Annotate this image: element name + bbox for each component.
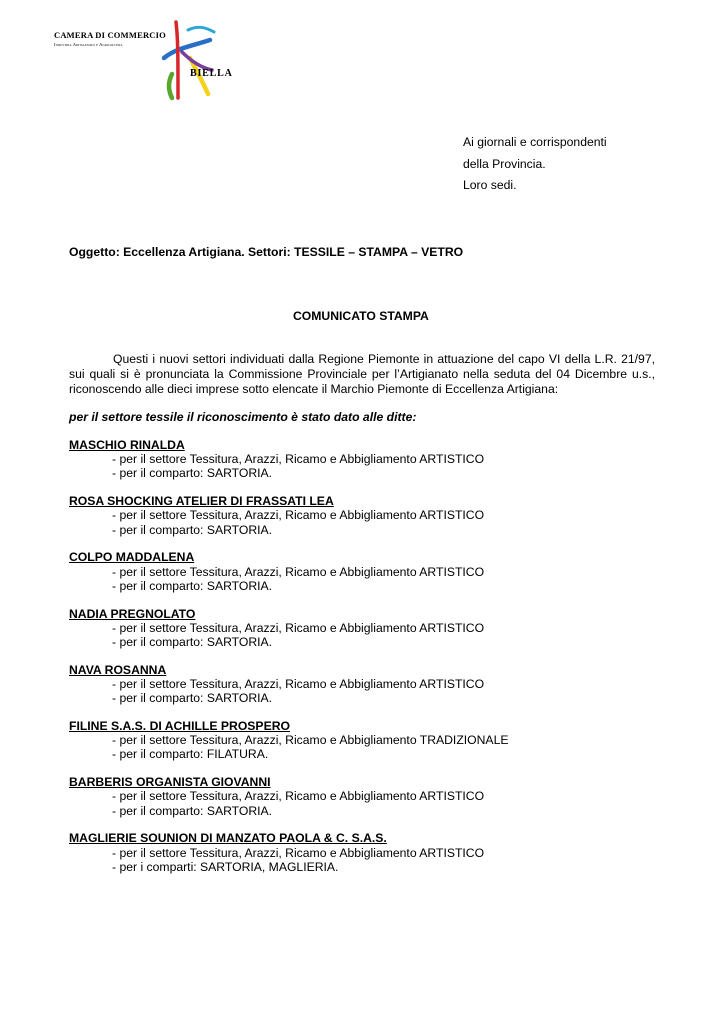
addressee-line: della Provincia.	[463, 156, 546, 171]
firm-entry	[69, 775, 669, 818]
firm-name: COLPO MADDALENA	[69, 550, 195, 565]
press-release-title: COMUNICATO STAMPA	[293, 309, 429, 323]
firm-comparto: - per il comparto: SARTORIA.	[112, 635, 273, 650]
addressee-block	[463, 132, 607, 197]
addressee-line: Ai giornali e corrispondenti	[463, 135, 607, 149]
firm-entry	[69, 550, 669, 593]
firm-name: MAGLIERIE SOUNION DI MANZATO PAOLA & C. S.A.S.	[69, 831, 387, 846]
firm-entry	[69, 438, 669, 481]
firm-entry	[69, 663, 669, 706]
firm-sector: - per il settore Tessitura, Arazzi, Ricamo e Abbigliamento ARTISTICO	[112, 620, 485, 635]
firm-name: NADIA PREGNOLATO	[69, 606, 196, 621]
addressee-line: Loro sedi.	[463, 178, 517, 192]
firm-entry	[69, 831, 669, 874]
firm-name: FILINE S.A.S. DI ACHILLE PROSPERO	[69, 719, 290, 734]
firm-comparto: - per il comparto: SARTORIA.	[112, 803, 273, 818]
firm-comparto: - per i comparti: SARTORIA, MAGLIERIA.	[112, 859, 339, 874]
firm-sector: - per il settore Tessitura, Arazzi, Ricamo e Abbigliamento ARTISTICO	[112, 845, 485, 860]
firm-entry	[69, 719, 669, 762]
firm-name: MASCHIO RINALDA	[69, 438, 185, 452]
firm-comparto: - per il comparto: SARTORIA.	[112, 691, 273, 706]
letterhead-text	[54, 30, 166, 47]
intro-text: Questi i nuovi settori individuati dalla Regione Piemonte in attuazione del capo VI della L.R. 21/97, sui quali si è pronunciata la Commissione Provinciale per l’Artigianato nella seduta del 04 Dicembre u.s., riconoscendo alle dieci imprese sotto elencate il Marchio Piemonte di Eccellenza Artigiana:	[69, 352, 655, 396]
firm-name: NAVA ROSANNA	[69, 662, 167, 677]
subject-line: Oggetto: Eccellenza Artigiana. Settori: TESSILE – STAMPA – VETRO	[69, 245, 464, 259]
firm-sector: - per il settore Tessitura, Arazzi, Ricamo e Abbigliamento ARTISTICO	[112, 789, 485, 804]
firm-comparto: - per il comparto: SARTORIA.	[112, 522, 273, 537]
chamber-logo-icon	[158, 18, 218, 102]
sector-heading: per il settore tessile il riconoscimento è stato dato alle ditte:	[69, 410, 417, 424]
firm-sector: - per il settore Tessitura, Arazzi, Ricamo e Abbigliamento ARTISTICO	[112, 564, 485, 579]
firm-comparto: - per il comparto: SARTORIA.	[112, 466, 273, 481]
letterhead-city: BIELLA	[190, 68, 233, 79]
letterhead-line1: CAMERA DI COMMERCIO	[54, 30, 166, 40]
firm-comparto: - per il comparto: SARTORIA.	[112, 578, 273, 593]
intro-paragraph	[69, 352, 655, 397]
firm-sector: - per il settore Tessitura, Arazzi, Ricamo e Abbigliamento TRADIZIONALE	[112, 733, 509, 748]
firm-sector: - per il settore Tessitura, Arazzi, Ricamo e Abbigliamento ARTISTICO	[112, 508, 485, 523]
firm-entry	[69, 607, 669, 650]
firm-comparto: - per il comparto: FILATURA.	[112, 747, 269, 762]
firm-sector: - per il settore Tessitura, Arazzi, Ricamo e Abbigliamento ARTISTICO	[112, 677, 485, 692]
firm-name: ROSA SHOCKING ATELIER DI FRASSATI LEA	[69, 494, 334, 509]
firm-sector: - per il settore Tessitura, Arazzi, Ricamo e Abbigliamento ARTISTICO	[112, 452, 485, 467]
firm-list	[69, 438, 669, 888]
letterhead-line2: Industria Artigianato e Agricoltura	[54, 42, 123, 47]
firm-name: BARBERIS ORGANISTA GIOVANNI	[69, 775, 271, 790]
firm-entry	[69, 494, 669, 537]
